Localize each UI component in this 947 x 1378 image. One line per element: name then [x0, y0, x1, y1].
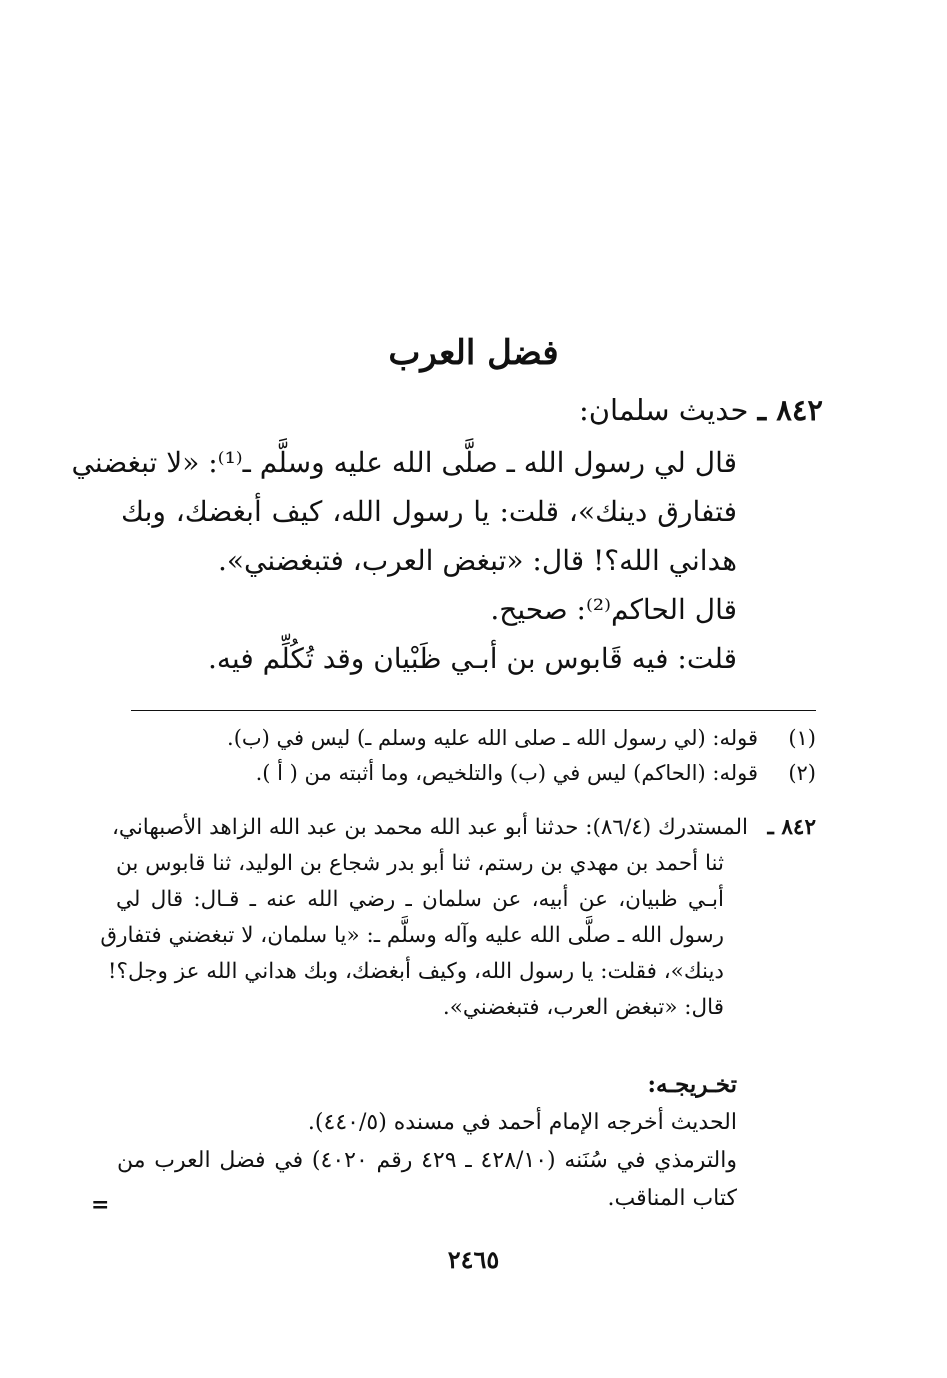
source-number: ٨٤٢ ـ: [767, 815, 816, 840]
takhrij-line: كتاب المناقب.: [607, 1186, 737, 1211]
source-text: [100, 810, 816, 1026]
chapter-title: فضل العرب: [388, 333, 559, 373]
source-line: دينك»، فقلت: يا رسول الله، وكيف أبغضك، وبك هداني الله عز وجل؟!: [107, 959, 724, 984]
source-line: رسول الله ـ صلَّى الله عليه وآله وسلَّم ـ: «يا سلمان، لا تبغضني فتفارق: [100, 923, 724, 948]
hadith-number: ٨٤٢ ـ: [757, 393, 823, 427]
takhrij-line: والترمذي في سُنَنه (٤٢٨/١٠ ـ ٤٢٩ رقم ٤٠٢٠) في فضل العرب من: [117, 1148, 737, 1173]
source-line: [111, 810, 816, 846]
page-number: ٢٤٦٥: [447, 1245, 500, 1274]
takhrij-heading: تخـريجـه:: [647, 1071, 737, 1098]
footnote-text: قوله: (الحاكم) ليس في (ب) والتلخيص، وما أثبته من ( أ ).: [255, 761, 758, 785]
takhrij-section: [117, 1066, 737, 1218]
hadith-line: قلت: فيه قَابوس بن أبـي ظَبْيان وقد تُكُلِّم فيه.: [208, 642, 737, 675]
source-line: أبـي ظبيان، عن أبيه، عن سلمان ـ رضي الله عنه ـ قـال: قال لي: [116, 887, 724, 912]
hadith-line: فتفارق دينك»، قلت: يا رسول الله، كيف أبغضك، وبك: [121, 495, 737, 528]
footnote-number: (١): [788, 726, 816, 750]
hadith-heading-text: حديث سلمان:: [578, 393, 749, 427]
hadith-line: هداني الله؟! قال: «تبغض العرب، فتبغضني».: [217, 544, 737, 577]
footnote-divider: [131, 710, 816, 711]
footnote-number: (٢): [788, 761, 816, 785]
footnote-text: قوله: (لي رسول الله ـ صلى الله عليه وسلم ـ) ليس في (ب).: [227, 726, 758, 750]
footnote: [131, 756, 816, 791]
source-line: ثنا أحمد بن مهدي بن رستم، ثنا أبو بدر شجاع بن الوليد، ثنا قابوس بن: [116, 851, 724, 876]
hadith-line: قال الحاكم⁽²⁾: صحيح.: [490, 593, 737, 626]
footnote: [131, 721, 816, 756]
source-line-text: المستدرك (٨٦/٤): حدثنا أبو عبد الله محمد بن عبد الله الزاهد الأصبهاني،: [111, 815, 748, 840]
hadith-text: [71, 438, 737, 683]
source-line: قال: «تبغض العرب، فتبغضني».: [442, 995, 724, 1020]
hadith-line: قال لي رسول الله ـ صلَّى الله عليه وسلَّم ـ⁽¹⁾: «لا تبغضني: [71, 446, 737, 479]
footnotes: [131, 721, 816, 791]
takhrij-line: الحديث أخرجه الإمام أحمد في مسنده (٤٤٠/٥).: [307, 1110, 737, 1135]
continuation-mark: =: [91, 1192, 110, 1218]
hadith-heading: [123, 393, 823, 427]
